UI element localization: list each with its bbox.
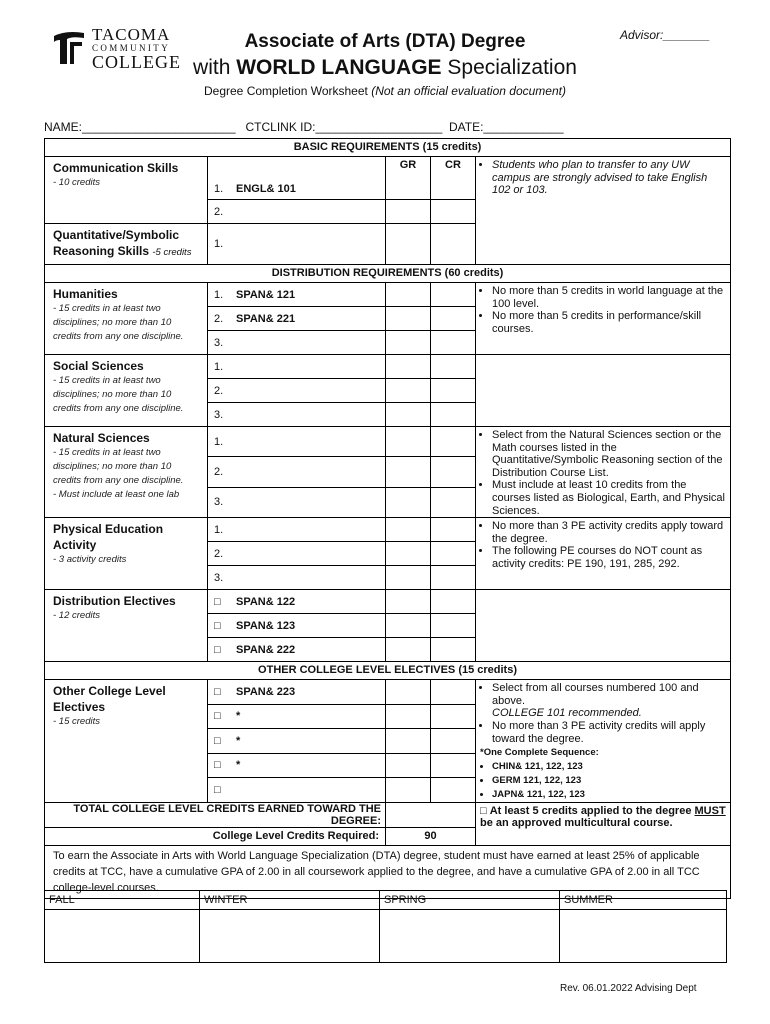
checkbox[interactable]: □ bbox=[480, 804, 487, 817]
quarter-winter-cell[interactable] bbox=[200, 910, 380, 963]
credit-cell[interactable] bbox=[431, 331, 476, 355]
checkbox[interactable]: □ bbox=[214, 685, 221, 698]
grade-cell[interactable] bbox=[386, 331, 431, 355]
credit-cell[interactable] bbox=[431, 680, 476, 705]
course-slot[interactable]: 2. bbox=[208, 457, 386, 487]
credit-cell[interactable] bbox=[431, 403, 476, 427]
logo-line-2: COMMUNITY bbox=[92, 43, 171, 53]
course-slot[interactable]: 2. SPAN& 221 bbox=[208, 307, 386, 331]
credit-cell[interactable] bbox=[431, 542, 476, 566]
credit-cell[interactable] bbox=[431, 487, 476, 517]
course-slot[interactable]: 1. bbox=[208, 355, 386, 379]
checkbox[interactable]: □ bbox=[214, 759, 221, 772]
section-distribution-header: DISTRIBUTION REQUIREMENTS (60 credits) bbox=[45, 265, 731, 283]
grade-cell[interactable] bbox=[386, 614, 431, 638]
grade-cell[interactable] bbox=[386, 200, 431, 224]
degree-requirements-paragraph: To earn the Associate in Arts with World Language Specialization (DTA) degree, student must have earned at least 25% of applicable credits at TCC, have a cumulative GPA of 2.00 in all coursework applied to the degree, and have a cumulative GPA of 2.00 in all TCC college-level courses. bbox=[45, 845, 731, 898]
credit-cell[interactable] bbox=[431, 457, 476, 487]
requirements-table bbox=[44, 138, 731, 899]
credit-cell[interactable] bbox=[431, 638, 476, 662]
advisor-field[interactable]: Advisor:_______ bbox=[620, 28, 711, 42]
quantitative-label: Quantitative/Symbolic Reasoning Skills -5 credits bbox=[45, 224, 208, 265]
page-title-line2: with WORLD LANGUAGE Specialization bbox=[193, 56, 577, 79]
course-slot[interactable]: 3. bbox=[208, 331, 386, 355]
humanities-label: Humanities - 15 credits in at least two disciplines; no more than 10 credits from any one discipline. bbox=[45, 283, 208, 355]
checkbox[interactable]: □ bbox=[214, 595, 221, 608]
required-credits-value: 90 bbox=[386, 827, 476, 845]
page-subtitle: Degree Completion Worksheet (Not an official evaluation document) bbox=[204, 84, 566, 98]
grade-cell[interactable] bbox=[386, 403, 431, 427]
total-credits-value[interactable] bbox=[386, 802, 476, 827]
quarter-fall-cell[interactable] bbox=[45, 910, 200, 963]
page-title: Associate of Arts (DTA) Degree bbox=[244, 31, 526, 52]
grade-cell[interactable] bbox=[386, 283, 431, 307]
credit-cell[interactable] bbox=[431, 614, 476, 638]
grade-cell[interactable] bbox=[386, 729, 431, 754]
social-notes bbox=[476, 355, 731, 427]
credit-cell[interactable] bbox=[431, 200, 476, 224]
credit-cell[interactable] bbox=[431, 778, 476, 803]
quarter-planner bbox=[44, 890, 727, 963]
quarter-spring-cell[interactable] bbox=[380, 910, 560, 963]
course-slot[interactable]: 1. bbox=[208, 427, 386, 457]
checkbox[interactable]: □ bbox=[214, 643, 221, 656]
course-slot[interactable]: 3. bbox=[208, 403, 386, 427]
grade-cell[interactable] bbox=[386, 518, 431, 542]
credit-cell[interactable] bbox=[431, 704, 476, 729]
credit-cell[interactable] bbox=[431, 224, 476, 265]
multicultural-note: □ At least 5 credits applied to the degree MUST be an approved multicultural course. bbox=[476, 802, 731, 845]
grade-cell[interactable] bbox=[386, 457, 431, 487]
dist-electives-notes bbox=[476, 590, 731, 662]
course-slot[interactable]: 1. ENGL& 101 bbox=[208, 157, 386, 200]
student-info-fields[interactable]: NAME:_______________________ CTCLINK ID:___________________ DATE:____________ bbox=[44, 120, 564, 134]
quarter-spring-header: SPRING bbox=[380, 891, 560, 910]
grade-cell[interactable] bbox=[386, 566, 431, 590]
grade-cell[interactable] bbox=[386, 638, 431, 662]
quarter-summer-header: SUMMER bbox=[560, 891, 727, 910]
humanities-notes: • No more than 5 credits in world language at the 100 level. • No more than 5 credits in performance/skill courses. bbox=[476, 283, 731, 355]
checkbox[interactable]: □ bbox=[214, 783, 221, 796]
course-slot[interactable]: □ SPAN& 222 bbox=[208, 638, 386, 662]
quarter-winter-header: WINTER bbox=[200, 891, 380, 910]
course-slot[interactable]: □ SPAN& 122 bbox=[208, 590, 386, 614]
course-slot[interactable]: □ * bbox=[208, 753, 386, 778]
credit-cell[interactable] bbox=[431, 753, 476, 778]
credit-cell[interactable] bbox=[431, 729, 476, 754]
pe-notes: • No more than 3 PE activity credits apply toward the degree. • The following PE courses do NOT count as activity credits: PE 190, 191, 285, 292. bbox=[476, 518, 731, 590]
grade-cell[interactable] bbox=[386, 753, 431, 778]
course-slot[interactable]: 2. bbox=[208, 542, 386, 566]
credit-cell[interactable] bbox=[431, 590, 476, 614]
grade-cell[interactable] bbox=[386, 224, 431, 265]
grade-cell[interactable] bbox=[386, 590, 431, 614]
checkbox[interactable]: □ bbox=[214, 619, 221, 632]
required-credits-label: College Level Credits Required: bbox=[45, 827, 386, 845]
total-credits-label: TOTAL COLLEGE LEVEL CREDITS EARNED TOWARD THE DEGREE: bbox=[45, 802, 386, 827]
quarter-fall-header: FALL bbox=[45, 891, 200, 910]
course-slot[interactable]: 2. bbox=[208, 200, 386, 224]
grade-cell[interactable] bbox=[386, 542, 431, 566]
checkbox[interactable]: □ bbox=[214, 710, 221, 723]
logo-line-1: TACOMA bbox=[92, 25, 171, 44]
section-other-header: OTHER COLLEGE LEVEL ELECTIVES (15 credits) bbox=[45, 662, 731, 680]
credit-cell[interactable] bbox=[431, 355, 476, 379]
course-slot[interactable]: □ * bbox=[208, 704, 386, 729]
course-slot[interactable]: 3. bbox=[208, 566, 386, 590]
course-slot[interactable]: □ * bbox=[208, 729, 386, 754]
checkbox[interactable]: □ bbox=[214, 734, 221, 747]
revision-note: Rev. 06.01.2022 Advising Dept bbox=[560, 983, 697, 994]
grade-cell[interactable] bbox=[386, 355, 431, 379]
grade-cell[interactable] bbox=[386, 778, 431, 803]
credits-column-header: CR bbox=[431, 157, 476, 200]
natural-notes: • Select from the Natural Sciences section or the Math courses listed in the Quantitative/Symbolic Reasoning section of the Distribution Course List. • Must include at least 10 credits from the courses listed as Biological, Earth, and Physical Sciences. bbox=[476, 427, 731, 518]
social-sciences-label: Social Sciences - 15 credits in at least two disciplines; no more than 10 credits from any one discipline. bbox=[45, 355, 208, 427]
credit-cell[interactable] bbox=[431, 566, 476, 590]
course-slot[interactable]: 1. bbox=[208, 518, 386, 542]
grade-cell[interactable] bbox=[386, 427, 431, 457]
grade-cell[interactable] bbox=[386, 307, 431, 331]
grade-cell[interactable] bbox=[386, 704, 431, 729]
other-electives-notes: • Select from all courses numbered 100 and above. COLLEGE 101 recommended. • No more than 3 PE activity credits will apply toward the degree. *One Complete Sequence: • CHIN& 121, 122, 123 • GERM 121, 122, 123 • JAPN& 121, 122, 123 bbox=[476, 680, 731, 803]
communication-label: Communication Skills - 10 credits bbox=[45, 157, 208, 224]
logo-line-3: COLLEGE bbox=[92, 52, 181, 72]
credit-cell[interactable] bbox=[431, 379, 476, 403]
course-slot[interactable] bbox=[208, 778, 386, 803]
course-slot[interactable]: □ SPAN& 223 bbox=[208, 680, 386, 705]
grade-cell[interactable] bbox=[386, 487, 431, 517]
credit-cell[interactable] bbox=[431, 427, 476, 457]
credit-cell[interactable] bbox=[431, 518, 476, 542]
credit-cell[interactable] bbox=[431, 307, 476, 331]
quarter-summer-cell[interactable] bbox=[560, 910, 727, 963]
course-slot[interactable]: 1. bbox=[208, 224, 386, 265]
other-electives-label: Other College Level Electives - 15 credits bbox=[45, 680, 208, 803]
natural-sciences-label: Natural Sciences - 15 credits in at least two disciplines; no more than 10 credits from any one discipline. - Must include at least one lab bbox=[45, 427, 208, 518]
grade-cell[interactable] bbox=[386, 680, 431, 705]
course-slot[interactable]: □ SPAN& 123 bbox=[208, 614, 386, 638]
grade-column-header: GR bbox=[386, 157, 431, 200]
course-slot[interactable]: 1. SPAN& 121 bbox=[208, 283, 386, 307]
grade-cell[interactable] bbox=[386, 379, 431, 403]
course-slot[interactable]: 2. bbox=[208, 379, 386, 403]
credit-cell[interactable] bbox=[431, 283, 476, 307]
distribution-electives-label: Distribution Electives - 12 credits bbox=[45, 590, 208, 662]
pe-label: Physical Education Activity - 3 activity credits bbox=[45, 518, 208, 590]
course-slot[interactable]: 3. bbox=[208, 487, 386, 517]
communication-notes: • Students who plan to transfer to any UW campus are strongly advised to take English 102 or 103. bbox=[476, 157, 731, 265]
section-basic-header: BASIC REQUIREMENTS (15 credits) bbox=[45, 139, 731, 157]
